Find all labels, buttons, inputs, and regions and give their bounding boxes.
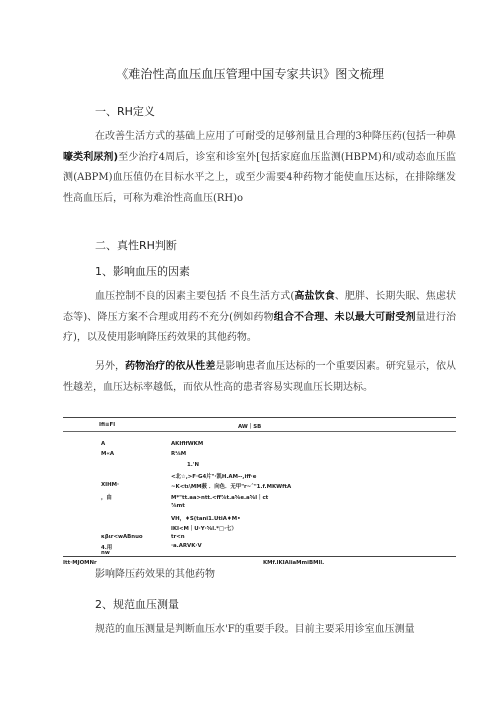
table-row-right: tr<n <box>171 534 185 540</box>
paragraph-bp-control-factors: 血压控制不良的因素主要包括 不良生活方式(高盐饮食、肥胖、长期失眠、焦虑状态等)、降压方案不合理或用药不充分(例如药物组合不合理、未以最大可耐受剂量进行治疗)，以及使用影响降压药效果的其他药物。 <box>63 291 457 344</box>
table-row-right: ∙a.ARVK∙V <box>171 543 202 549</box>
table-footer-left: Itt∙MJOMNr <box>63 560 97 566</box>
section-heading-true-rh: 二、真性RH判断 <box>95 239 177 252</box>
table-row-left: κβιr<wABnuo <box>101 534 143 540</box>
subheading-bp-factors: 1、影响血压的因素 <box>95 265 190 278</box>
table-row-left: nw <box>101 550 110 556</box>
table-row-left: M«A <box>101 451 115 457</box>
table-row-left: ，由 <box>101 495 112 501</box>
table-header-rule <box>63 431 456 432</box>
table-row-right: M*"tt.aa>ntt.<ff⅞t.a⅝e.a⅝l｜ct <box>171 495 269 501</box>
document-title: 《难治性高血压血压管理中国专家共识》图文梳理 <box>115 67 385 81</box>
table-top-rule <box>63 417 456 418</box>
paragraph-rh-definition: 在改善生活方式的基础上应用了可耐受的足够剂量且合理的3种降压药(包括一种鼻嚎类利尿剂)至少治疗4周后，诊室和诊室外[包括家庭血压监测(HBPM)和/或动态血压监测(ABPM)血压值仍在目标水平之上，或至少需要4种药物才能使血压达标，在排除继发性高血压后，可称为难治性高血压(RH)o <box>63 131 456 205</box>
table-row-left: XIHM· <box>101 482 120 488</box>
paragraph-bp-measurement: 规范的血压测量是判断血压水'F的重要手段。目前主要采用诊室血压测量 <box>95 624 415 635</box>
table-row-right: 1.'N <box>187 462 199 468</box>
table-header-left: Ifi≡Fl <box>99 422 116 428</box>
table-header-right: AW｜SB <box>238 424 262 430</box>
table-caption: 影响降压药效果的其他药物 <box>95 569 215 580</box>
paragraph-adherence: 另外，药物治疗的依从性差是影响患者血压达标的一个重要因素。研究显示，依从性越差，血压达标率越低，而依从性高的患者容易实现血压长期达标。 <box>63 361 457 393</box>
section-heading-rh-definition: 一、RH定义 <box>95 105 155 118</box>
table-row-right: <北☆,>F∙G4片"·凯H.AM--,iff∙e <box>171 474 257 480</box>
table-row-right: AKIflfWKM <box>171 441 204 447</box>
subheading-bp-measurement: 2、规范血压测量 <box>95 598 179 611</box>
table-row-right: ⅞mt <box>171 503 185 509</box>
table-footer-right: KMf.lKIAliaMmiBMll. <box>263 560 325 566</box>
table-row-right: ~K<tι\MM薮 ．向色．无甲"r~ˆ"1.f.MKWftA <box>171 484 292 490</box>
table-row-left: A <box>101 441 106 447</box>
table-row-right: R⅛M <box>171 451 187 457</box>
table-row-right: VH，♦S(tani1.UtiA♦M• <box>171 516 241 522</box>
table-bottom-rule <box>63 556 456 557</box>
drug-interaction-table <box>63 417 456 567</box>
table-row-left: 4.用 <box>101 545 113 551</box>
table-row-right: lKI<M｜U∙Y∙⅝l.*□∙七） <box>171 526 237 532</box>
